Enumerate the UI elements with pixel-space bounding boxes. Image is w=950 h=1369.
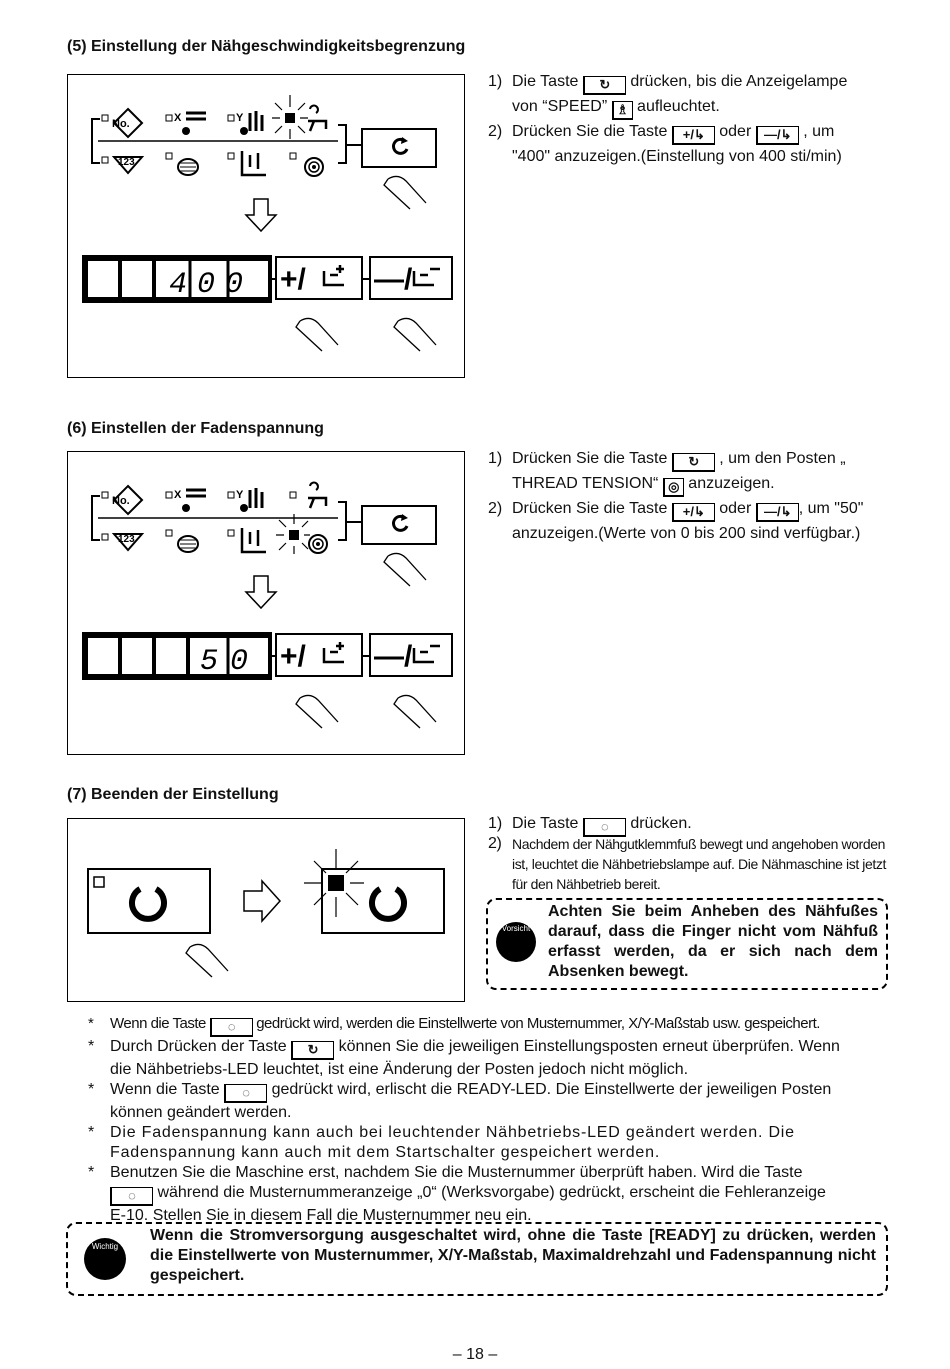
svg-text:X: X xyxy=(174,112,182,124)
caution-text: Achten Sie beim Anheben des Nähfußes darauf, dass die Finger nicht vom Nähfuß erfasst werden, da er sich nach dem Absenken bewegt. xyxy=(548,903,878,980)
section6-heading: (6) Einstellen der Fadenspannung xyxy=(67,420,324,437)
section5-panel-figure xyxy=(67,74,465,378)
ready-key-icon xyxy=(88,869,210,933)
important-box xyxy=(66,1222,888,1296)
minus-key-icon xyxy=(370,257,452,299)
minus-key-icon: —/↳ xyxy=(756,126,799,145)
svg-text:+/: +/ xyxy=(280,640,306,673)
caution-icon: Vorsicht xyxy=(496,922,536,962)
plus-key-icon xyxy=(276,257,362,299)
caution-box xyxy=(486,898,888,990)
section7-step2: 2) Nachdem der Nähgutklemmfuß bewegt und angehoben worden ist, leuchtet die Nähbetriebslampe auf. Die Nähmaschine ist jetzt für den Nähbetrieb bereit. xyxy=(488,835,886,892)
presser-icon xyxy=(242,151,266,175)
section5-heading: (5) Einstellung der Nähgeschwindigkeitsbegrenzung xyxy=(67,38,466,55)
page-number: – 18 – xyxy=(452,1346,498,1363)
svg-text:123: 123 xyxy=(118,534,135,545)
ready-key-icon: ◌ xyxy=(583,818,626,837)
speed-led-icon xyxy=(272,95,308,139)
section7-heading: (7) Beenden der Einstellung xyxy=(67,786,279,803)
svg-text:—/: —/ xyxy=(374,640,413,673)
speed-icon xyxy=(308,106,326,131)
svg-text:+/: +/ xyxy=(280,263,306,296)
section7-panel-figure xyxy=(67,818,465,1002)
right-arrow-icon xyxy=(244,881,280,921)
minus-key-icon xyxy=(370,634,452,676)
minus-key-icon: —/↳ xyxy=(756,503,799,522)
svg-text:No.: No. xyxy=(112,495,130,507)
list-item: * Wenn die Taste ◌ gedrückt wird, erlischt die READY-LED. Die Einstellwerte der jeweiligen Posten können geändert werden. xyxy=(88,1081,832,1121)
svg-text:X: X xyxy=(174,489,182,501)
svg-text:Y: Y xyxy=(236,112,244,124)
list-item: * Die Fadenspannung kann auch bei leuchtender Nähbetriebs-LED geändert werden. Die Fadenspannung kann auch mit dem Startschalter gespeichert werden. xyxy=(88,1124,795,1161)
ready-key-icon: ◌ xyxy=(224,1084,267,1103)
plus-key-icon: +/↳ xyxy=(672,126,715,145)
ready-key-diagram xyxy=(68,819,464,1001)
important-text: Wenn die Stromversorgung ausgeschaltet wird, ohne die Taste [READY] zu drücken, werden die Einstellwerte von Musternummer, X/Y-Maßstab, Maximaldrehzahl und Fadenspannung nicht gespeichert. xyxy=(150,1227,876,1284)
notes-list xyxy=(88,1014,886,1226)
section6-steps: 1) Drücken Sie die Taste ↻ , um den Posten „ THREAD TENSION“ ◎ anzuzeigen. 2) Drücken Sie die Taste +/↳ oder —/↳ , um "50" anzuzeigen.(Werte von 0 bis 200 sind verfügbar.) xyxy=(488,450,864,542)
control-panel-diagram xyxy=(68,452,464,754)
cycle-key-icon: ↻ xyxy=(583,76,626,95)
down-arrow-icon xyxy=(246,199,276,231)
cycle-key-icon xyxy=(362,506,436,544)
cycle-key-icon: ↻ xyxy=(291,1041,334,1060)
speed-icon: ♗ xyxy=(612,101,633,120)
cycle-key-icon xyxy=(362,129,436,167)
section7-steps: 1) Die Taste ◌ drücken. xyxy=(488,812,888,837)
svg-text:—/: —/ xyxy=(374,263,413,296)
finger-press-icon xyxy=(296,318,436,351)
svg-text:Y: Y xyxy=(236,489,244,501)
list-item: * Wenn die Taste ◌ gedrückt wird, werden die Einstellwerte von Musternummer, X/Y-Maßstab usw. gespeichert. xyxy=(88,1014,886,1037)
plus-key-icon: +/↳ xyxy=(672,503,715,522)
list-item: * Benutzen Sie die Maschine erst, nachdem Sie die Musternummer überprüft haben. Wird die Taste ◌ während die Musternummeranzeige „0“ (Werksvorgabe) gedrückt, erscheint die Fehleranzeige E-10. Stellen Sie in diesem Fall die Musternummer neu ein. xyxy=(88,1164,826,1224)
display-value: 400 xyxy=(168,268,254,302)
display-400 xyxy=(82,255,272,303)
section5-steps: 1) Die Taste ↻ drücken, bis die Anzeigelampe von “SPEED” ♗ aufleuchtet. 2) Drücken Sie die Taste +/↳ oder —/↳ , um "400" anzuzeigen.(Einstellung von 400 sti/min) xyxy=(488,73,848,165)
down-arrow-icon xyxy=(246,576,276,608)
thread-tension-icon: ◎ xyxy=(663,478,684,497)
control-panel-diagram xyxy=(68,75,464,377)
finger-press-icon xyxy=(296,695,436,728)
ready-key-icon: ◌ xyxy=(210,1018,253,1037)
section6-panel-figure xyxy=(67,451,465,755)
display-50 xyxy=(82,632,272,680)
thread-tension-icon xyxy=(309,535,327,553)
tension-led-icon xyxy=(276,514,310,554)
finger-press-icon xyxy=(384,553,426,586)
ready-key-icon: ◌ xyxy=(110,1187,153,1206)
display-value: 50 xyxy=(199,645,261,679)
finger-press-icon xyxy=(186,944,228,977)
list-item: * Durch Drücken der Taste ↻ können Sie die jeweiligen Einstellungsposten erneut überprüfen. Wenn die Nähbetriebs-LED leuchtet, ist eine Änderung der Posten jedoch nicht möglich. xyxy=(88,1038,840,1078)
finger-press-icon xyxy=(384,176,426,209)
important-icon: Wichtig xyxy=(84,1238,126,1280)
cycle-key-icon: ↻ xyxy=(672,453,715,472)
plus-key-icon xyxy=(276,634,362,676)
thread-tension-icon xyxy=(305,158,323,176)
svg-text:123: 123 xyxy=(118,157,135,168)
no-label: No. xyxy=(112,118,130,130)
